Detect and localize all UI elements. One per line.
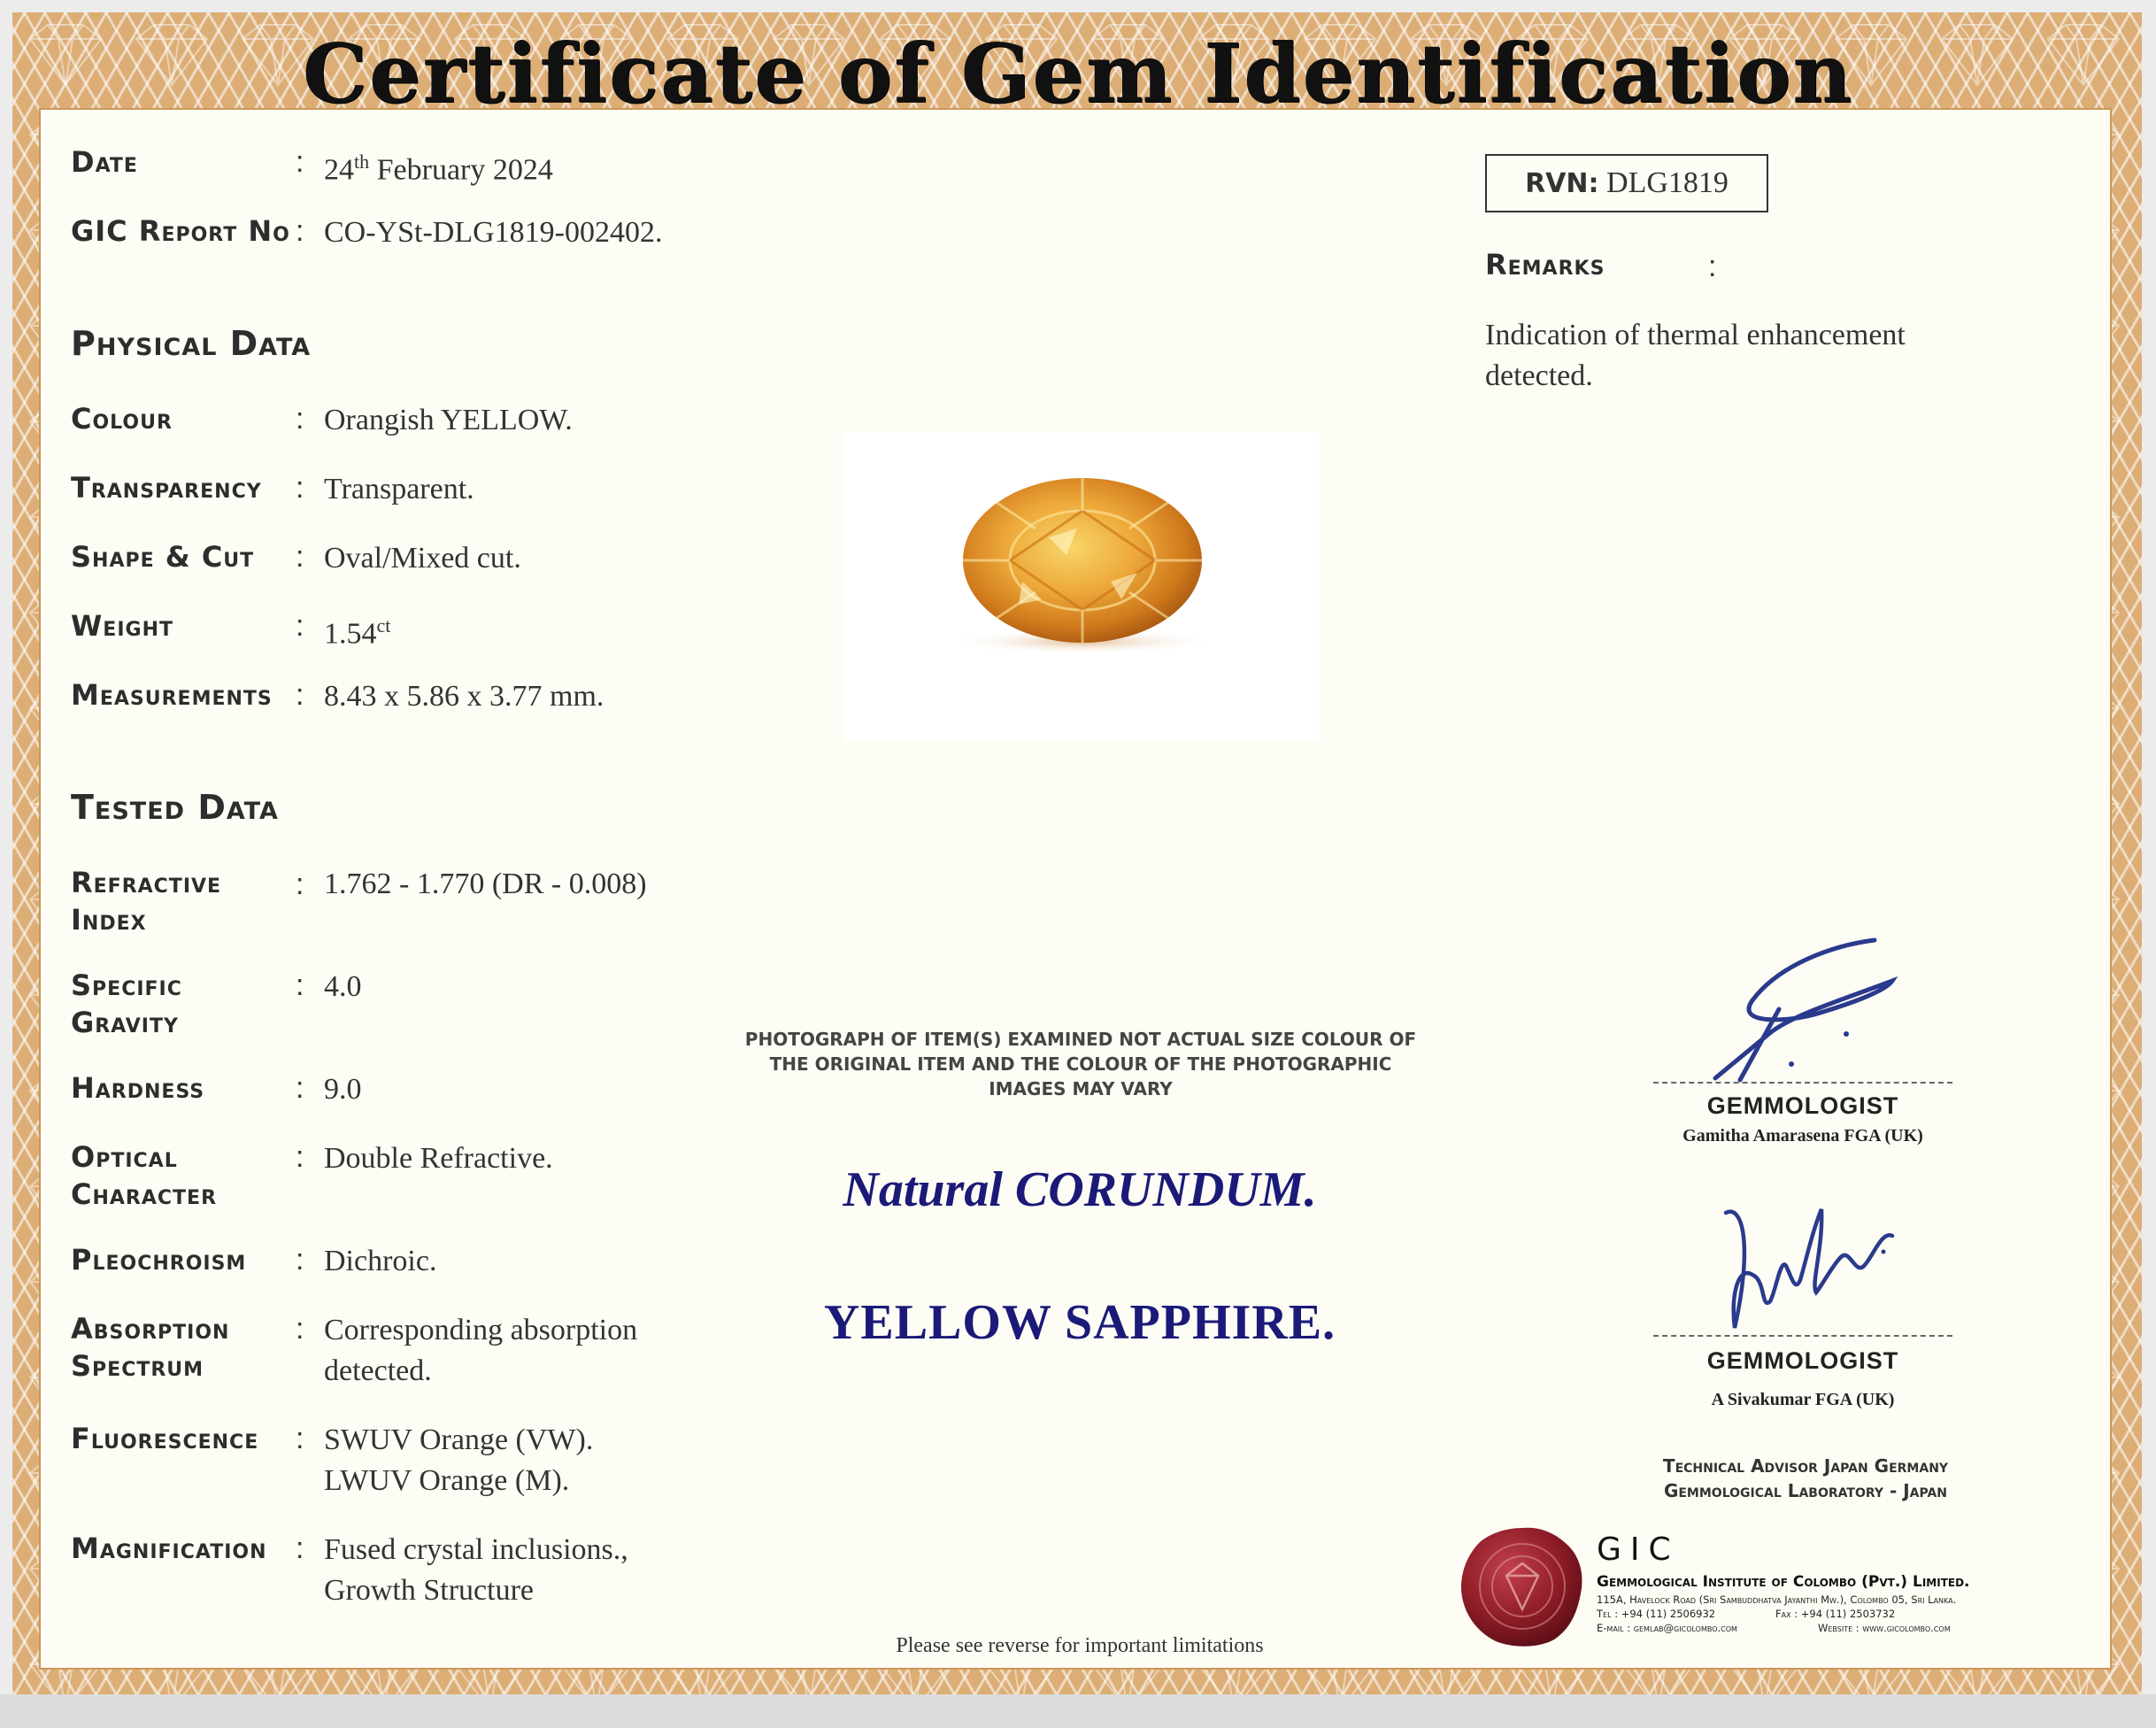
gemmologist-name-2: A Sivakumar FGA (UK)	[1711, 1390, 1895, 1409]
colon: :	[296, 214, 304, 248]
shape-cut-value: Oval/Mixed cut.	[324, 542, 521, 575]
institute-name: Gemmological Institute of Colombo (Pvt.) Limited.	[1597, 1573, 1970, 1591]
report-value: CO-YSt-DLG1819-002402.	[324, 216, 663, 249]
weight-value: $1.54^{ct}$	[324, 614, 391, 651]
page-shadow-strip	[0, 1694, 2156, 1728]
report-label: GIC Report No	[71, 214, 290, 248]
colon: :	[296, 609, 304, 643]
colon: :	[296, 1312, 304, 1346]
gemmologist-name-1: Gamitha Amarasena FGA (UK)	[1682, 1126, 1923, 1146]
remarks-label: Remarks	[1485, 248, 1605, 282]
remarks-text: Indication of thermal enhancement detected.	[1485, 319, 1906, 392]
wax-seal-icon	[1459, 1524, 1586, 1648]
signature-line-1	[1653, 1082, 1952, 1084]
footer-note: Please see reverse for important limitations	[896, 1634, 1264, 1657]
shape-cut-label: Shape & Cut	[71, 540, 255, 574]
fluorescence-value: SWUV Orange (VW). LWUV Orange (M).	[324, 1423, 594, 1497]
weight-label: Weight	[71, 609, 173, 643]
gem-photo-frame	[845, 431, 1319, 741]
colon: :	[296, 678, 304, 712]
colon: :	[296, 1422, 304, 1455]
species-identification: Natural CORUNDUM.	[843, 1162, 1317, 1217]
colon: :	[296, 402, 304, 436]
certificate-title: Certificate of Gem Identification	[302, 26, 1854, 121]
fluorescence-label: Fluorescence	[71, 1422, 259, 1455]
hardness-value: 9.0	[324, 1073, 362, 1106]
gemmologist-title-1: GEMMOLOGIST	[1706, 1092, 1899, 1119]
physical-data-heading: Physical Data	[71, 324, 312, 363]
specific-gravity-label: Specific Gravity	[71, 968, 182, 1039]
colon: :	[296, 1071, 304, 1105]
specific-gravity-value: 4.0	[324, 970, 362, 1003]
variety-identification: YELLOW SAPPHIRE.	[823, 1295, 1336, 1350]
colon: :	[1708, 250, 1717, 283]
refractive-index-value: 1.762 - 1.770 (DR - 0.008)	[324, 868, 647, 900]
colon: :	[296, 540, 304, 574]
colon: :	[296, 145, 304, 179]
colon: :	[296, 1243, 304, 1277]
colour-value: Orangish YELLOW.	[324, 404, 573, 436]
colon: :	[296, 968, 304, 1002]
colour-label: Colour	[71, 402, 173, 436]
magnification-value: Fused crystal inclusions., Growth Structure	[324, 1533, 628, 1607]
colon: :	[296, 868, 304, 901]
institute-website: Website : www.gicolombo.com	[1818, 1622, 1951, 1634]
institute-email: E-mail : gemlab@gicolombo.com	[1597, 1622, 1737, 1634]
tested-data-heading: Tested Data	[71, 788, 279, 827]
colon: :	[296, 1531, 304, 1565]
refractive-index-label: Refractive Index	[71, 866, 222, 937]
signature-2	[1699, 1195, 1912, 1346]
measurements-label: Measurements	[71, 678, 273, 712]
institute-fax: Fax : +94 (11) 2503732	[1775, 1608, 1896, 1620]
date-value: 24th February 2024	[324, 150, 553, 187]
gic-logo: GIC	[1597, 1531, 1680, 1568]
absorption-spectrum-value: Corresponding absorption detected.	[324, 1314, 638, 1387]
pleochroism-value: Dichroic.	[324, 1245, 437, 1277]
colon: :	[296, 471, 304, 505]
photo-disclaimer: PHOTOGRAPH OF ITEM(S) EXAMINED NOT ACTUAL SIZE COLOUR OF THE ORIGINAL ITEM AND THE COLOUR OF THE PHOTOGRAPHIC IMAGES MAY VARY	[744, 1029, 1417, 1099]
absorption-spectrum-label: Absorption Spectrum	[71, 1312, 230, 1383]
transparency-label: Transparency	[71, 471, 262, 505]
gemmologist-title-2: GEMMOLOGIST	[1706, 1347, 1899, 1374]
gem-photo	[845, 431, 1319, 741]
colon: :	[296, 1140, 304, 1174]
measurements-value: 8.43 x 5.86 x 3.77 mm.	[324, 680, 604, 713]
hardness-label: Hardness	[71, 1071, 205, 1105]
optical-character-label: Optical Character	[71, 1140, 218, 1211]
transparency-value: Transparent.	[324, 473, 474, 505]
pleochroism-label: Pleochroism	[71, 1243, 247, 1277]
date-label: Date	[71, 145, 138, 179]
magnification-label: Magnification	[71, 1531, 267, 1565]
rvn-box: RVN: DLG1819	[1485, 154, 1768, 212]
institute-tel: Tel : +94 (11) 2506932	[1597, 1608, 1716, 1620]
technical-advisor: Technical Advisor Japan Germany Gemmological Laboratory - Japan	[1662, 1455, 1949, 1501]
signature-1	[1682, 930, 1947, 1089]
optical-character-value: Double Refractive.	[324, 1142, 553, 1175]
institute-address: 115A, Havelock Road (Sri Sambuddhatva Jayanthi Mw.), Colombo 05, Sri Lanka.	[1597, 1593, 1957, 1606]
signature-line-2	[1653, 1335, 1952, 1337]
